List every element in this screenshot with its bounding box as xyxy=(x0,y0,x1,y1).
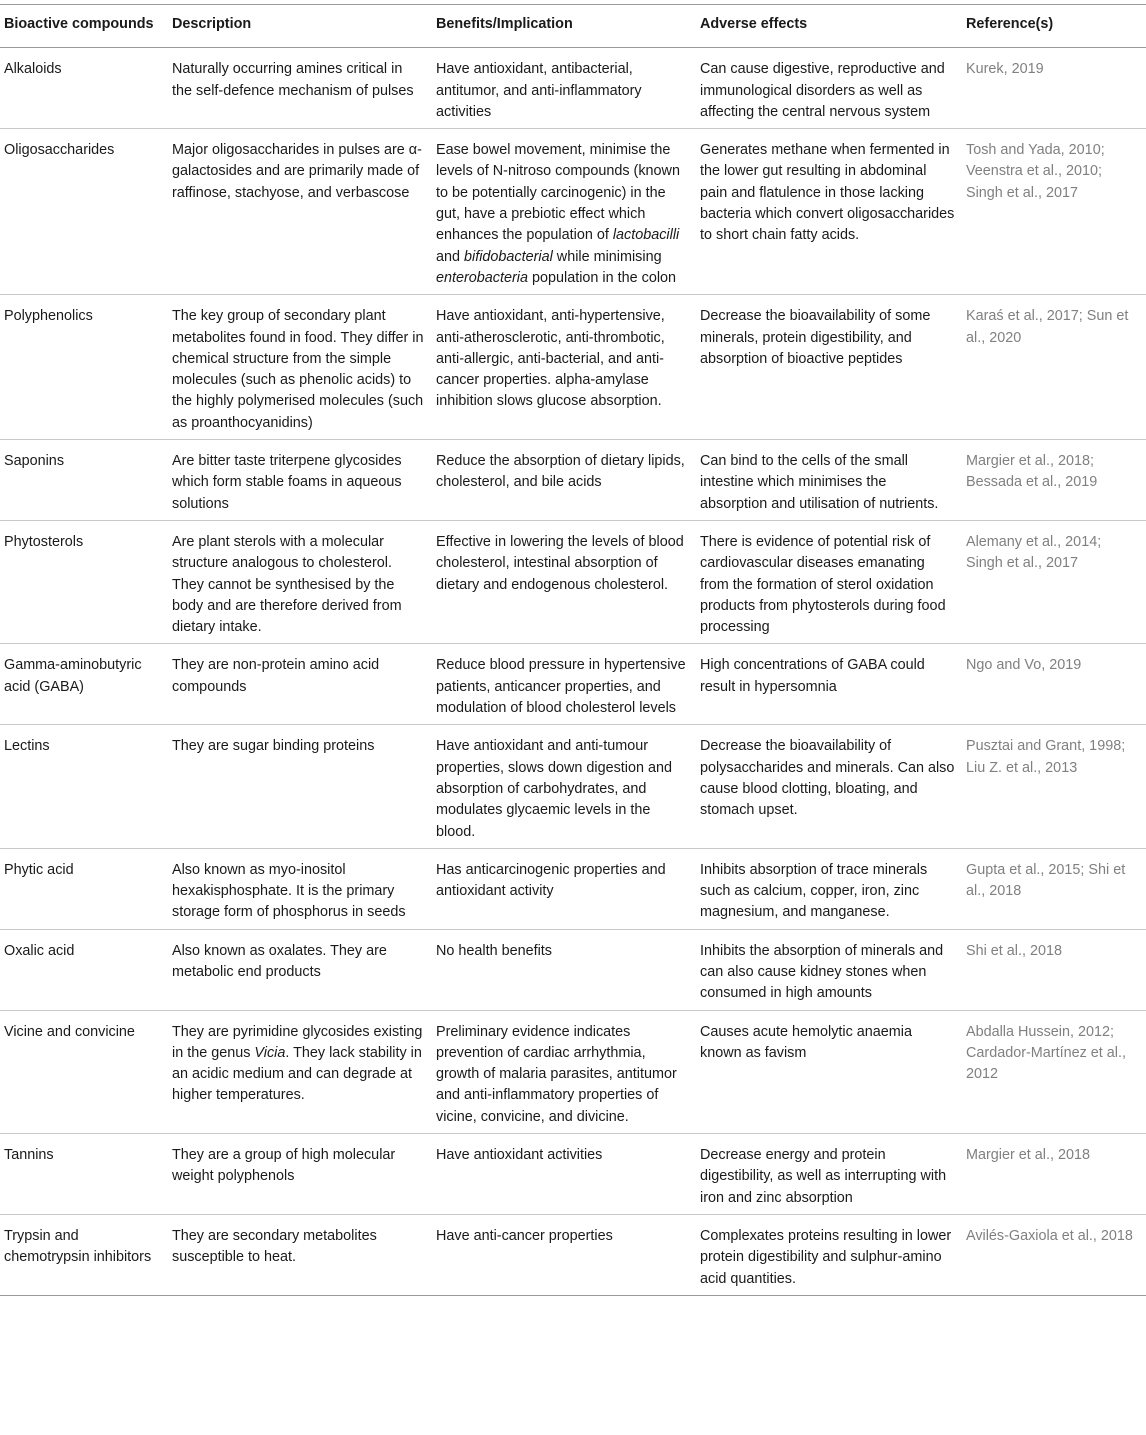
table-row xyxy=(0,440,1146,521)
cell-compound: Alkaloids xyxy=(4,61,62,78)
cell-adverse: Generates methane when fermented in the lower gut resulting in abdominal pain and flatulence in those lacking bacteria which convert oligosaccharides to short chain fatty acids. xyxy=(700,142,955,244)
cell-compound: Oligosaccharides xyxy=(4,142,115,159)
cell-description: Are bitter taste triterpene glycosides which form stable foams in aqueous solutions xyxy=(172,453,402,512)
cell-compound: Tannins xyxy=(4,1147,54,1164)
cell-compound: Trypsin and chemotrypsin inhibitors xyxy=(4,1227,152,1266)
cell-benefits: Have anti-cancer properties xyxy=(436,1227,613,1244)
cell-description: They are a group of high molecular weight polyphenols xyxy=(172,1147,396,1185)
table-row xyxy=(0,1134,1146,1215)
cell-benefits: Reduce blood pressure in hypertensive patients, anticancer properties, and modulation of blood cholesterol levels xyxy=(436,657,686,717)
table-row xyxy=(0,48,1146,129)
table-row xyxy=(0,848,1146,929)
cell-reference: Abdalla Hussein, 2012; Cardador-Martínez et al., 2012 xyxy=(966,1023,1126,1083)
table-body xyxy=(0,48,1146,1296)
benefits-text: population in the colon xyxy=(528,269,677,286)
benefits-text: while minimising xyxy=(552,248,662,265)
cell-description: Are plant sterols with a molecular structure analogous to cholesterol. They cannot be synthesised by the body and are therefore derived from dietary intake. xyxy=(172,533,402,636)
cell-benefits: Has anticarcinogenic properties and antioxidant activity xyxy=(436,861,666,900)
cell-reference: Avilés-Gaxiola et al., 2018 xyxy=(966,1227,1133,1244)
header-benefits: Benefits/Implication xyxy=(436,16,573,32)
cell-adverse: Complexates proteins resulting in lower protein digestibility and sulphur-amino acid quantities. xyxy=(700,1227,952,1287)
cell-adverse: Decrease the bioavailability of some minerals, protein digestibility, and absorption of bioactive peptides xyxy=(700,308,931,367)
cell-adverse: Causes acute hemolytic anaemia known as favism xyxy=(700,1023,912,1061)
benefits-text: and xyxy=(436,248,465,265)
cell-description: Also known as myo-inositol hexakisphosphate. It is the primary storage form of phosphorus in seeds xyxy=(172,861,406,921)
benefits-italic-term: bifidobacterial xyxy=(464,248,553,265)
cell-description: Naturally occurring amines critical in the self-defence mechanism of pulses xyxy=(172,61,414,99)
cell-reference: Tosh and Yada, 2010; Veenstra et al., 2010; Singh et al., 2017 xyxy=(966,142,1105,201)
cell-compound: Vicine and convicine xyxy=(4,1023,135,1040)
cell-reference: Karaś et al., 2017; Sun et al., 2020 xyxy=(966,308,1129,346)
table-row xyxy=(0,1214,1146,1295)
benefits-italic-term: lactobacilli xyxy=(612,227,680,244)
cell-benefits: Have antioxidant, antibacterial, antitumor, and anti-inflammatory activities xyxy=(436,61,642,120)
header-adverse-effects: Adverse effects xyxy=(700,16,808,32)
cell-benefits: Have antioxidant and anti-tumour properties, slows down digestion and absorption of carbohydrates, and modulates glycaemic levels in the blood. xyxy=(436,738,672,840)
table-row xyxy=(0,1010,1146,1133)
benefits-italic-term: enterobacteria xyxy=(436,269,529,286)
cell-reference: Alemany et al., 2014; Singh et al., 2017 xyxy=(966,533,1102,572)
cell-reference: Shi et al., 2018 xyxy=(966,942,1063,959)
table-row xyxy=(0,929,1146,1010)
cell-description: They are sugar binding proteins xyxy=(172,738,375,755)
cell-reference: Ngo and Vo, 2019 xyxy=(966,657,1082,674)
cell-benefits: Preliminary evidence indicates prevention of cardiac arrhythmia, growth of malaria parasites, antitumor and anti-inflammatory properties of vicine, convicine, and divicine. xyxy=(436,1023,677,1125)
cell-description xyxy=(168,1010,432,1133)
cell-compound: Polyphenolics xyxy=(4,308,93,325)
header-references: Reference(s) xyxy=(966,16,1054,32)
cell-reference: Kurek, 2019 xyxy=(966,61,1044,78)
cell-benefits: Have antioxidant, anti-hypertensive, anti-atherosclerotic, anti-thrombotic, anti-allergic, anti-bacterial, and anti-cancer properties. alpha-amylase inhibition slows glucose absorption. xyxy=(436,308,665,410)
header-description: Description xyxy=(172,16,252,32)
cell-compound: Gamma-aminobutyric acid (GABA) xyxy=(4,657,142,695)
cell-adverse: High concentrations of GABA could result in hypersomnia xyxy=(700,657,925,695)
table-header xyxy=(0,5,1146,48)
cell-compound: Oxalic acid xyxy=(4,942,75,959)
cell-description: The key group of secondary plant metabolites found in food. They differ in chemical structure from the simple molecules (such as phenolic acids) to the highly polymerised molecules (such as proanthocyanidins) xyxy=(172,308,424,431)
cell-description: They are non-protein amino acid compounds xyxy=(172,657,380,695)
cell-reference: Gupta et al., 2015; Shi et al., 2018 xyxy=(966,861,1126,900)
cell-benefits: No health benefits xyxy=(436,942,553,959)
table-row xyxy=(0,725,1146,848)
cell-benefits: Have antioxidant activities xyxy=(436,1147,603,1164)
cell-adverse: There is evidence of potential risk of cardiovascular diseases emanating from the formation of sterol oxidation products from phytosterols during food processing xyxy=(700,533,946,636)
header-row xyxy=(0,5,1146,48)
cell-adverse: Can cause digestive, reproductive and immunological disorders as well as affecting the central nervous system xyxy=(700,61,945,120)
cell-description: Also known as oxalates. They are metabolic end products xyxy=(172,942,387,980)
cell-reference: Pusztai and Grant, 1998; Liu Z. et al., 2013 xyxy=(966,738,1126,776)
table-row xyxy=(0,295,1146,440)
cell-compound: Phytosterols xyxy=(4,533,84,550)
table-row xyxy=(0,644,1146,725)
cell-adverse: Can bind to the cells of the small intestine which minimises the absorption and utilisation of nutrients. xyxy=(700,453,939,512)
cell-compound: Saponins xyxy=(4,453,65,470)
cell-adverse: Inhibits the absorption of minerals and can also cause kidney stones when consumed in high amounts xyxy=(700,942,944,1002)
cell-benefits: Reduce the absorption of dietary lipids, cholesterol, and bile acids xyxy=(436,453,685,491)
description-text: They are pyrimidine glycosides existing in the genus xyxy=(172,1023,423,1061)
cell-benefits: Effective in lowering the levels of blood cholesterol, intestinal absorption of dietary and endogenous cholesterol. xyxy=(436,533,684,593)
cell-reference: Margier et al., 2018; Bessada et al., 2019 xyxy=(966,453,1098,491)
cell-compound: Lectins xyxy=(4,738,50,755)
header-compound: Bioactive compounds xyxy=(4,16,154,32)
description-text: . They lack stability in an acidic medium and can degrade at higher temperatures. xyxy=(172,1044,422,1104)
cell-adverse: Inhibits absorption of trace minerals such as calcium, copper, iron, zinc magnesium, and manganese. xyxy=(700,861,928,921)
benefits-text: Ease bowel movement, minimise the levels of N-nitroso compounds (known to be potentially carcinogenic) in the gut, have a prebiotic effect which enhances the population of xyxy=(436,142,680,244)
cell-description: They are secondary metabolites susceptible to heat. xyxy=(172,1227,377,1266)
description-italic-term: Vicia xyxy=(254,1044,286,1061)
cell-adverse: Decrease the bioavailability of polysaccharides and minerals. Can also cause blood clotting, bloating, and stomach upset. xyxy=(700,738,955,819)
cell-compound: Phytic acid xyxy=(4,861,74,878)
cell-description: Major oligosaccharides in pulses are α-galactosides and are primarily made of raffinose, stachyose, and verbascose xyxy=(172,142,422,201)
bioactive-compounds-table xyxy=(0,4,1146,1296)
table-row xyxy=(0,520,1146,643)
cell-reference: Margier et al., 2018 xyxy=(966,1147,1090,1164)
cell-adverse: Decrease energy and protein digestibility, as well as interrupting with iron and zinc absorption xyxy=(700,1147,947,1206)
cell-benefits xyxy=(432,129,696,295)
table-row xyxy=(0,129,1146,295)
